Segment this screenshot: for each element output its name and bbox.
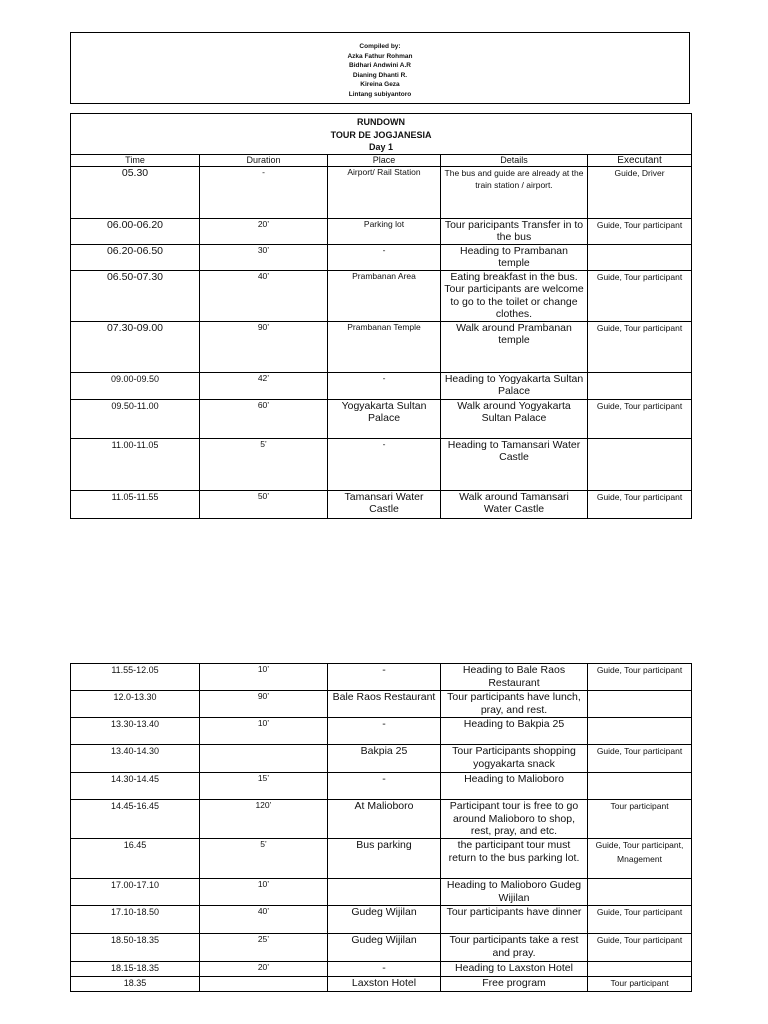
time-cell: 14.30-14.45 [71, 773, 200, 800]
schedule-row [71, 399, 692, 438]
executant-cell: Tour participant [588, 800, 692, 839]
schedule-row [71, 270, 692, 321]
time-cell: 06.50-07.30 [71, 270, 200, 321]
place-cell: - [328, 718, 441, 745]
time-cell: 18.35 [71, 977, 200, 992]
schedule-row [71, 372, 692, 399]
executant-cell: Guide, Tour participant [588, 270, 692, 321]
compiler-name: Dianing Dhanti R. [352, 71, 408, 79]
executant-cell [588, 691, 692, 718]
schedule-row [71, 745, 692, 773]
place-cell: Parking lot [328, 218, 441, 244]
details-cell: Heading to Malioboro Gudeg Wijilan [441, 879, 588, 906]
duration-cell: 10’ [200, 718, 328, 745]
schedule-row [71, 977, 692, 992]
schedule-row [71, 490, 692, 518]
executant-cell: Guide, Driver [588, 166, 692, 218]
place-cell: Bakpia 25 [328, 745, 441, 773]
details-cell: Walk around Yogyakarta Sultan Palace [441, 399, 588, 438]
header-place: Place [328, 154, 441, 166]
header-executant: Executant [588, 154, 692, 166]
duration-cell: 42’ [200, 372, 328, 399]
time-cell: 09.50-11.00 [71, 399, 200, 438]
rundown-table-part-1 [70, 113, 692, 519]
schedule-row [71, 839, 692, 879]
title-day: Day 1 [369, 142, 394, 152]
time-cell: 13.30-13.40 [71, 718, 200, 745]
details-cell: Tour Participants shopping yogyakarta snack [441, 745, 588, 773]
place-cell: Prambanan Temple [328, 321, 441, 372]
details-cell: Walk around Prambanan temple [441, 321, 588, 372]
duration-cell: 20’ [200, 218, 328, 244]
executant-cell: Guide, Tour participant [588, 745, 692, 773]
executant-cell: Guide, Tour participant, Mnagement [588, 839, 692, 879]
header-details: Details [441, 154, 588, 166]
details-cell: Heading to Malioboro [441, 773, 588, 800]
executant-cell [588, 718, 692, 745]
executant-cell: Guide, Tour participant [588, 934, 692, 962]
place-cell: Tamansari Water Castle [328, 490, 441, 518]
time-cell: 14.45-16.45 [71, 800, 200, 839]
time-cell: 17.10-18.50 [71, 906, 200, 934]
schedule-row [71, 934, 692, 962]
header-row [71, 154, 692, 166]
place-cell: Gudeg Wijilan [328, 906, 441, 934]
rundown-table-part-2 [70, 663, 692, 992]
schedule-row [71, 321, 692, 372]
time-cell: 17.00-17.10 [71, 879, 200, 906]
schedule-row [71, 773, 692, 800]
header-duration: Duration [200, 154, 328, 166]
details-cell: Heading to Yogyakarta Sultan Palace [441, 372, 588, 399]
schedule-row [71, 879, 692, 906]
schedule-row [71, 664, 692, 691]
time-cell: 13.40-14.30 [71, 745, 200, 773]
schedule-row [71, 906, 692, 934]
place-cell: Gudeg Wijilan [328, 934, 441, 962]
schedule-row [71, 800, 692, 839]
duration-cell: 60’ [200, 399, 328, 438]
place-cell: - [328, 438, 441, 490]
time-cell: 11.55-12.05 [71, 664, 200, 691]
place-cell: Bale Raos Restaurant [328, 691, 441, 718]
schedule-row [71, 962, 692, 977]
details-cell: Tour participants have dinner [441, 906, 588, 934]
executant-cell [588, 962, 692, 977]
place-cell: Prambanan Area [328, 270, 441, 321]
schedule-row [71, 438, 692, 490]
title-row [71, 114, 692, 155]
executant-cell: Guide, Tour participant [588, 490, 692, 518]
details-cell: Tour participants take a rest and pray. [441, 934, 588, 962]
duration-cell: 5’ [200, 839, 328, 879]
details-cell: the participant tour must return to the bus parking lot. [441, 839, 588, 879]
duration-cell: 90’ [200, 691, 328, 718]
compiler-name: Bidhari Andwini A.R [349, 62, 411, 69]
details-cell: The bus and guide are already at the train station / airport. [441, 166, 588, 218]
time-cell: 11.05-11.55 [71, 490, 200, 518]
duration-cell: 10’ [200, 879, 328, 906]
duration-cell: 5’ [200, 438, 328, 490]
place-cell: Bus parking [328, 839, 441, 879]
details-cell: Heading to Tamansari Water Castle [441, 438, 588, 490]
duration-cell: 25’ [200, 934, 328, 962]
executant-cell [588, 372, 692, 399]
duration-cell: 30’ [200, 244, 328, 270]
compiled-by-heading: Compiled by: [359, 43, 401, 50]
place-cell: - [328, 773, 441, 800]
header-time: Time [71, 154, 200, 166]
place-cell: - [328, 664, 441, 691]
time-cell: 06.00-06.20 [71, 218, 200, 244]
place-cell: Laxston Hotel [328, 977, 441, 992]
details-cell: Heading to Laxston Hotel [441, 962, 588, 977]
place-cell: - [328, 372, 441, 399]
place-cell [328, 879, 441, 906]
executant-cell: Guide, Tour participant [588, 321, 692, 372]
executant-cell [588, 879, 692, 906]
place-cell: Airport/ Rail Station [328, 166, 441, 218]
place-cell: Yogyakarta Sultan Palace [328, 399, 441, 438]
place-cell: - [328, 244, 441, 270]
details-cell: Heading to Bakpia 25 [441, 718, 588, 745]
duration-cell: 120’ [200, 800, 328, 839]
schedule-row [71, 166, 692, 218]
duration-cell [200, 977, 328, 992]
schedule-row [71, 718, 692, 745]
details-cell: Heading to Bale Raos Restaurant [441, 664, 588, 691]
executant-cell: Guide, Tour participant [588, 218, 692, 244]
schedule-row [71, 244, 692, 270]
place-cell: - [328, 962, 441, 977]
time-cell: 18.15-18.35 [71, 962, 200, 977]
details-cell: Tour participants have lunch, pray, and rest. [441, 691, 588, 718]
time-cell: 07.30-09.00 [71, 321, 200, 372]
table-title [71, 114, 692, 155]
details-cell: Walk around Tamansari Water Castle [441, 490, 588, 518]
executant-cell [588, 244, 692, 270]
title-rundown: RUNDOWN [357, 117, 406, 127]
duration-cell: 50’ [200, 490, 328, 518]
duration-cell [200, 745, 328, 773]
schedule-row [71, 691, 692, 718]
time-cell: 16.45 [71, 839, 200, 879]
executant-cell: Guide, Tour participant [588, 399, 692, 438]
executant-cell [588, 438, 692, 490]
duration-cell: 15’ [200, 773, 328, 800]
time-cell: 18.50-18.35 [71, 934, 200, 962]
duration-cell: - [200, 166, 328, 218]
duration-cell: 20’ [200, 962, 328, 977]
time-cell: 05.30 [71, 166, 200, 218]
executant-cell [588, 773, 692, 800]
details-cell: Heading to Prambanan temple [441, 244, 588, 270]
compiler-name: Kireina Geza [360, 81, 400, 88]
details-cell: Participant tour is free to go around Malioboro to shop, rest, pray, and etc. [441, 800, 588, 839]
place-cell: At Malioboro [328, 800, 441, 839]
duration-cell: 90’ [200, 321, 328, 372]
schedule-row [71, 218, 692, 244]
executant-cell: Guide, Tour participant [588, 664, 692, 691]
details-cell: Eating breakfast in the bus. Tour participants are welcome to go to the toilet or change clothes. [441, 270, 588, 321]
compiled-by-box [70, 32, 690, 104]
time-cell: 09.00-09.50 [71, 372, 200, 399]
time-cell: 11.00-11.05 [71, 438, 200, 490]
duration-cell: 40’ [200, 906, 328, 934]
executant-cell: Guide, Tour participant [588, 906, 692, 934]
title-tour-name: TOUR DE JOGJANESIA [330, 129, 432, 140]
executant-cell: Tour participant [588, 977, 692, 992]
duration-cell: 10’ [200, 664, 328, 691]
details-cell: Free program [441, 977, 588, 992]
details-cell: Tour paricipants Transfer in to the bus [441, 218, 588, 244]
time-cell: 12.0-13.30 [71, 691, 200, 718]
compiler-name: Lintang subiyantoro [348, 90, 412, 98]
compiler-name: Azka Fathur Rohman [347, 52, 413, 60]
time-cell: 06.20-06.50 [71, 244, 200, 270]
duration-cell: 40’ [200, 270, 328, 321]
